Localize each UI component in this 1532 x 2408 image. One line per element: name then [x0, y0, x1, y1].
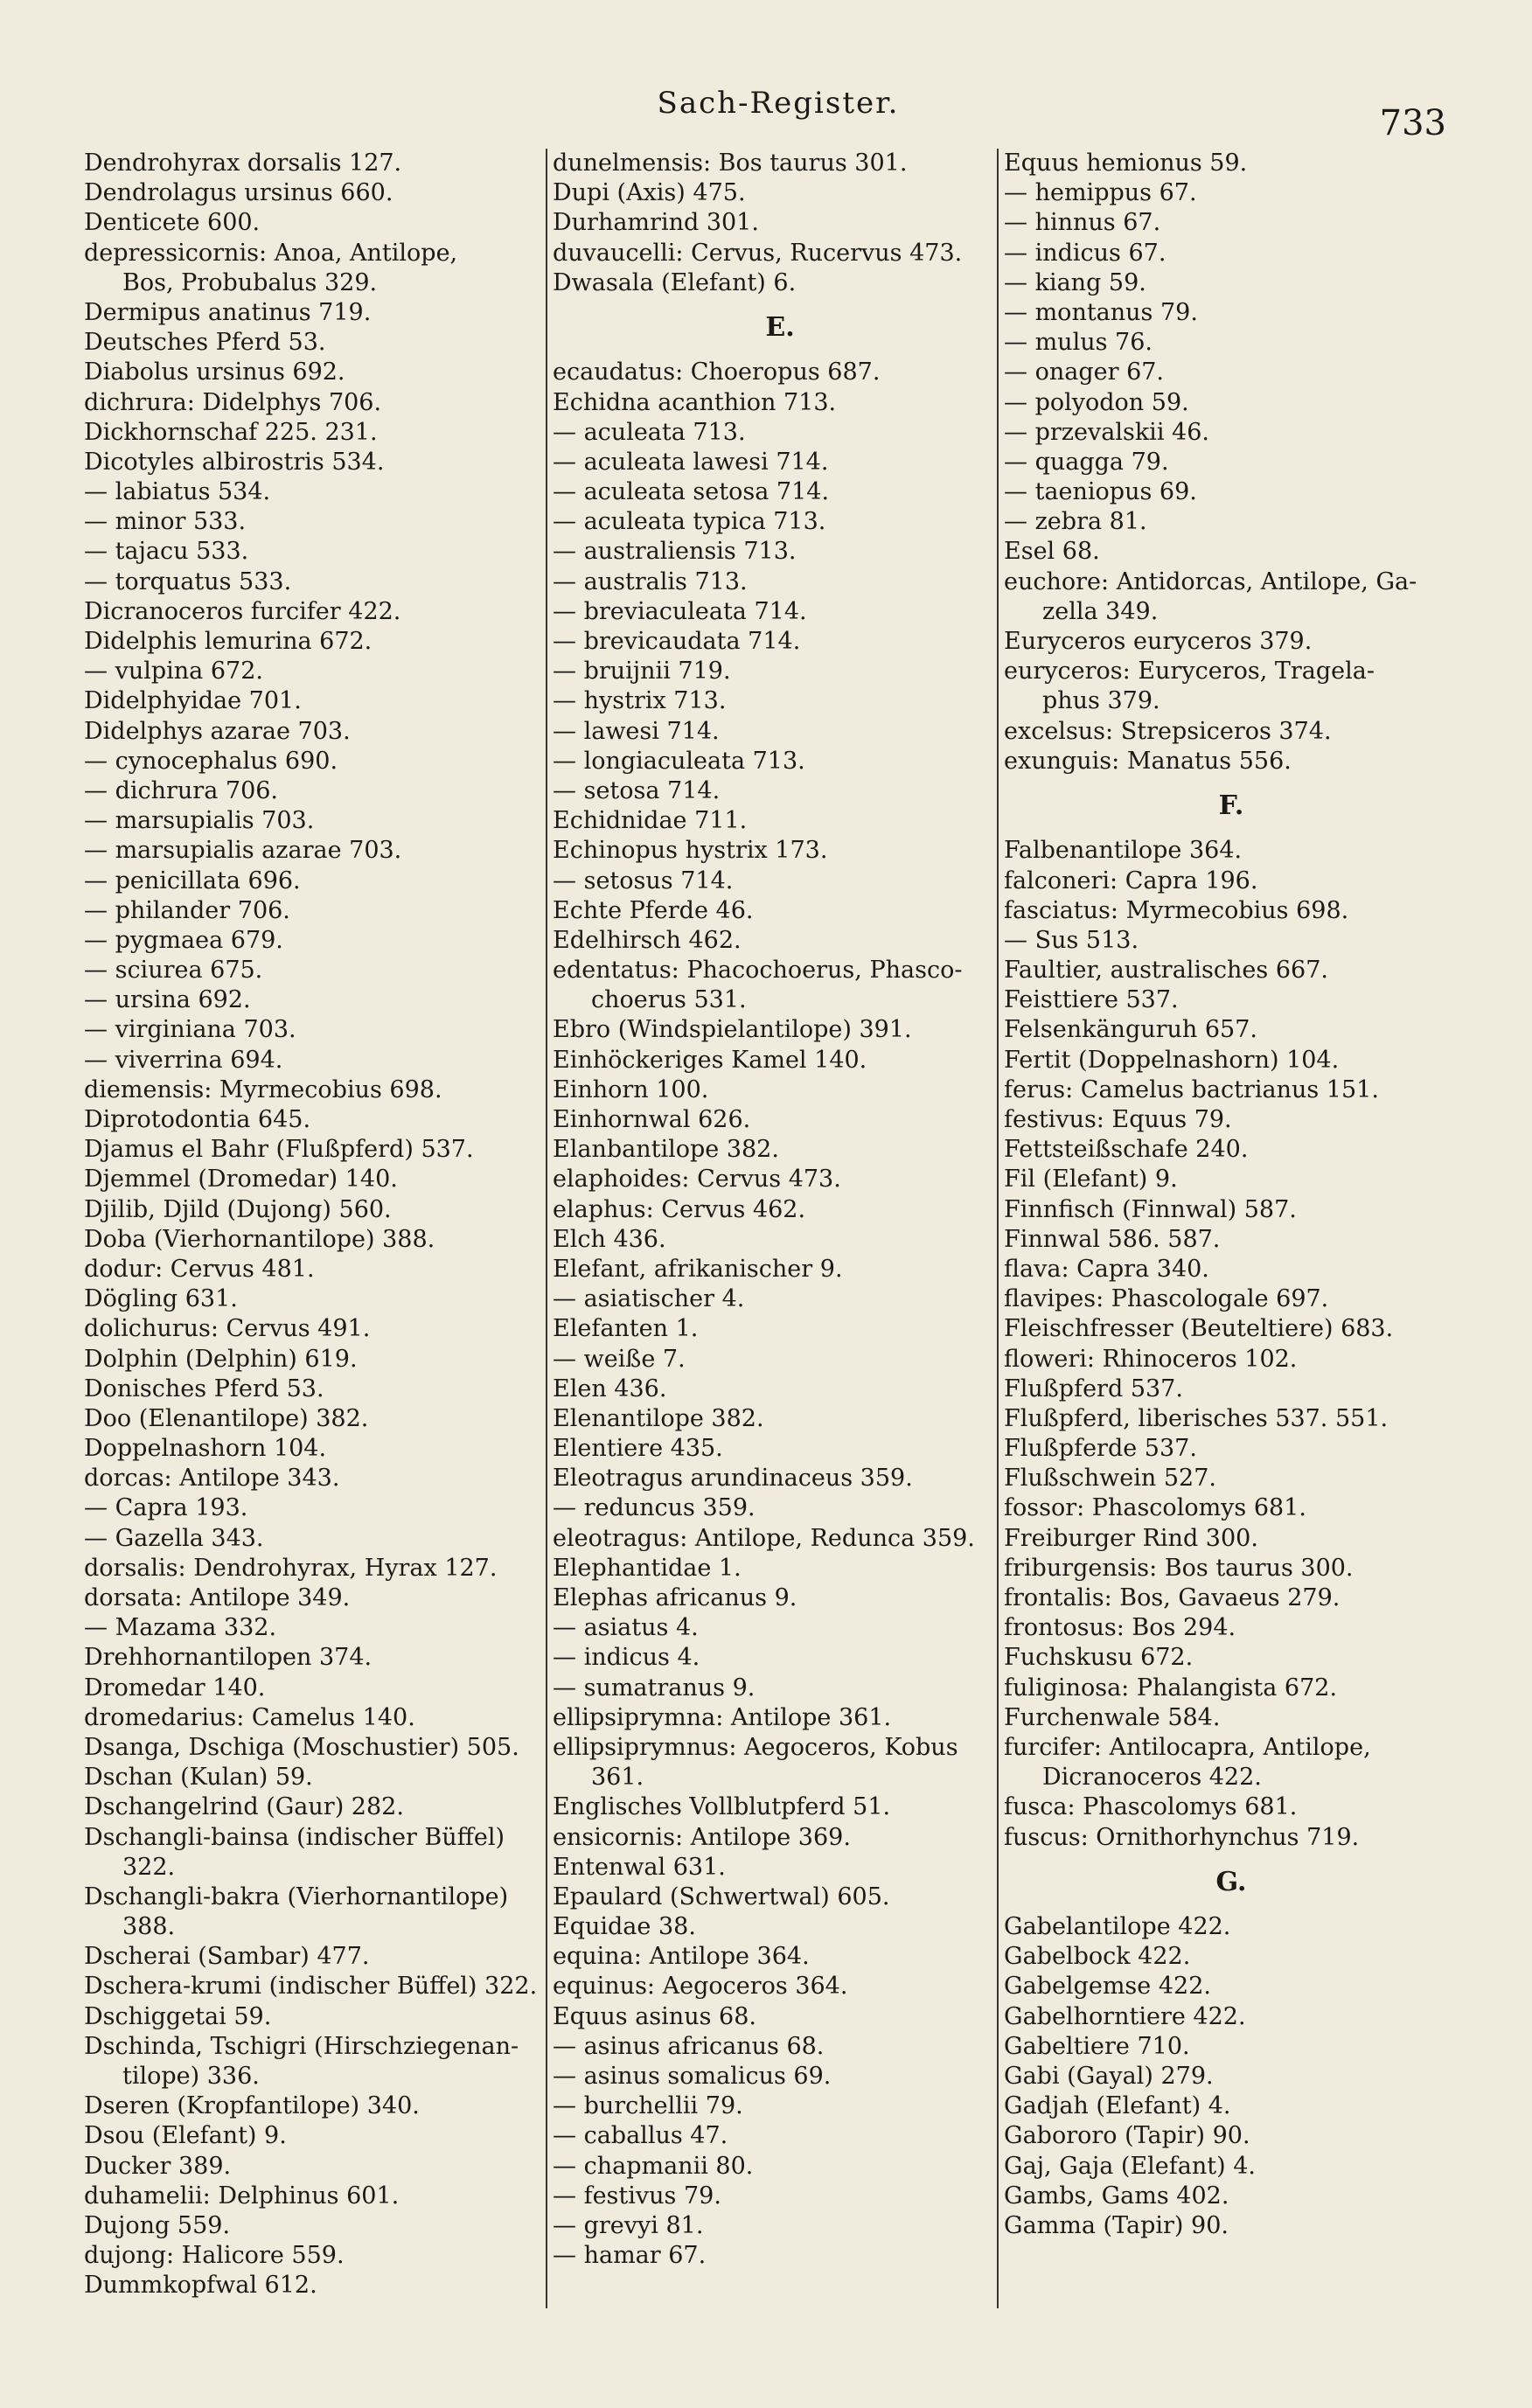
index-entry: — marsupialis azarae 703. [84, 837, 402, 865]
index-entry-continuation: Bos, Probubalus 329. [122, 268, 378, 296]
index-entry: — sumatranus 9. [553, 1674, 756, 1702]
index-entry: — indicus 67. [1004, 239, 1166, 267]
index-entry: Donisches Pferd 53. [84, 1375, 324, 1402]
index-entry: Dschera-krumi (indischer Büffel) 322. [84, 1973, 538, 2001]
index-entry: — taeniopus 69. [1004, 478, 1197, 506]
index-entry: Gaj, Gaja (Elefant) 4. [1004, 2152, 1256, 2180]
index-entry: ensicornis: Antilope 369. [553, 1823, 851, 1851]
index-entry: furcifer: Antilocapra, Antilope, [1004, 1733, 1371, 1761]
page-number: 733 [1379, 103, 1446, 143]
running-head: Sach-Register. [657, 86, 900, 121]
index-entry: dorcas: Antilope 343. [84, 1465, 340, 1493]
index-entry: — australis 713. [553, 567, 748, 595]
index-entry: Didelphys azarae 703. [84, 717, 351, 745]
index-entry: Ducker 389. [84, 2152, 232, 2180]
index-entry: — montanus 79. [1004, 298, 1198, 326]
index-entry: Euryceros euryceros 379. [1004, 628, 1313, 655]
index-entry: Diabolus ursinus 692. [84, 358, 345, 386]
index-entry: — bruijnii 719. [553, 658, 731, 686]
index-entry: falconeri: Capra 196. [1004, 866, 1258, 894]
index-entry: duhamelii: Delphinus 601. [84, 2182, 400, 2210]
index-entry: Dschan (Kulan) 59. [84, 1764, 313, 1792]
index-entry-continuation: zella 349. [1042, 597, 1159, 625]
index-entry: — festivus 79. [553, 2182, 721, 2210]
index-entry: Dendrohyrax dorsalis 127. [84, 150, 402, 177]
index-entry: dichrura: Didelphys 706. [84, 388, 382, 416]
index-entry: — polyodon 59. [1004, 388, 1189, 416]
index-entry: fusca: Phascolomys 681. [1004, 1793, 1298, 1821]
index-column-1 [84, 149, 539, 2308]
index-entry: — zebra 81. [1004, 508, 1147, 536]
index-entry: Ebro (Windspielantilope) 391. [553, 1016, 912, 1044]
index-entry: — setosa 714. [553, 776, 721, 804]
index-entry: Eleotragus arundinaceus 359. [553, 1465, 913, 1493]
index-entry: — breviaculeata 714. [553, 597, 807, 625]
index-entry: Dsou (Elefant) 9. [84, 2122, 287, 2150]
index-entry: — hemippus 67. [1004, 179, 1197, 207]
index-entry: Denticete 600. [84, 209, 261, 237]
index-entry: Gabeltiere 710. [1004, 2032, 1190, 2060]
index-entry: — labiatus 534. [84, 478, 271, 506]
index-entry: — ursina 692. [84, 986, 251, 1014]
index-entry: — dichrura 706. [84, 776, 279, 804]
index-entry: Elephantidae 1. [553, 1554, 742, 1582]
index-entry: Djamus el Bahr (Flußpferd) 537. [84, 1136, 474, 1164]
index-entry: Dwasala (Elefant) 6. [553, 268, 797, 296]
index-entry: Finnwal 586. 587. [1004, 1225, 1221, 1253]
index-entry-continuation: phus 379. [1042, 687, 1160, 715]
index-entry: Gambs, Gams 402. [1004, 2182, 1229, 2210]
index-entry: ferus: Camelus bactrianus 151. [1004, 1075, 1379, 1103]
index-entry: — reduncus 359. [553, 1494, 756, 1522]
index-entry: — asiatischer 4. [553, 1285, 745, 1313]
index-entry: — longiaculeata 713. [553, 747, 805, 775]
index-entry: Fertit (Doppelnashorn) 104. [1004, 1046, 1340, 1074]
index-entry: Einhornwal 626. [553, 1106, 751, 1134]
index-entry: Dermipus anatinus 719. [84, 298, 372, 326]
index-entry: Furchenwale 584. [1004, 1703, 1221, 1731]
index-entry: Feisttiere 537. [1004, 986, 1179, 1014]
index-entry: duvaucelli: Cervus, Rucervus 473. [553, 239, 963, 267]
index-entry: eleotragus: Antilope, Redunca 359. [553, 1524, 975, 1552]
index-entry: — vulpina 672. [84, 658, 263, 686]
index-entry: — hystrix 713. [553, 687, 727, 715]
index-entry: euchore: Antidorcas, Antilope, Ga- [1004, 567, 1417, 595]
index-entry: excelsus: Strepsiceros 374. [1004, 717, 1332, 745]
index-entry: floweri: Rhinoceros 102. [1004, 1345, 1298, 1373]
index-entry: — indicus 4. [553, 1644, 700, 1672]
index-entry: Flußschwein 527. [1004, 1465, 1216, 1493]
index-entry: frontosus: Bos 294. [1004, 1614, 1236, 1642]
index-entry: Didelphyidae 701. [84, 687, 302, 715]
index-entry: dolichurus: Cervus 491. [84, 1315, 371, 1343]
index-entry: Dschangli-bakra (Vierhornantilope) [84, 1883, 509, 1910]
index-entry: Faultier, australisches 667. [1004, 957, 1328, 985]
index-entry: edentatus: Phacochoerus, Phasco- [553, 957, 963, 985]
index-entry: — asiatus 4. [553, 1614, 699, 1642]
index-entry: — setosus 714. [553, 866, 734, 894]
index-entry: elaphoides: Cervus 473. [553, 1166, 841, 1194]
index-entry: Edelhirsch 462. [553, 926, 742, 954]
index-entry: — marsupialis 703. [84, 807, 315, 835]
index-entry-continuation: 388. [122, 1913, 176, 1941]
index-entry: fuscus: Ornithorhynchus 719. [1004, 1823, 1360, 1851]
index-entry: Dicranoceros furcifer 422. [84, 597, 401, 625]
index-entry: — Mazama 332. [84, 1614, 277, 1642]
index-entry: Elefanten 1. [553, 1315, 699, 1343]
index-entry: — tajacu 533. [84, 538, 249, 566]
index-entry: — asinus somalicus 69. [553, 2063, 832, 2091]
index-entry: Dendrolagus ursinus 660. [84, 179, 393, 207]
index-entry: Fleischfresser (Beuteltiere) 683. [1004, 1315, 1394, 1343]
index-entry: Djemmel (Dromedar) 140. [84, 1166, 398, 1194]
index-entry: Elefant, afrikanischer 9. [553, 1255, 843, 1283]
index-entry: dujong: Halicore 559. [84, 2242, 345, 2270]
index-entry: dromedarius: Camelus 140. [84, 1703, 415, 1731]
index-entry: flavipes: Phascologale 697. [1004, 1285, 1329, 1313]
index-entry: Elen 436. [553, 1375, 667, 1402]
section-letter-heading: F. [1218, 790, 1244, 821]
index-column-3 [1004, 149, 1459, 2308]
index-entry: Dickhornschaf 225. 231. [84, 418, 378, 446]
index-entry: dunelmensis: Bos taurus 301. [553, 150, 908, 177]
index-entry: — hinnus 67. [1004, 209, 1161, 237]
index-entry: — Capra 193. [84, 1494, 248, 1522]
index-entry: — pygmaea 679. [84, 926, 283, 954]
index-entry: Felsenkänguruh 657. [1004, 1016, 1257, 1044]
index-entry: Djilib, Djild (Dujong) 560. [84, 1195, 392, 1223]
index-entry: Fil (Elefant) 9. [1004, 1166, 1178, 1194]
index-entry: Dschangli-bainsa (indischer Büffel) [84, 1823, 505, 1851]
index-entry: frontalis: Bos, Gavaeus 279. [1004, 1584, 1340, 1612]
index-entry: Elenantilope 382. [553, 1404, 764, 1432]
index-entry: fossor: Phascolomys 681. [1004, 1494, 1306, 1522]
index-entry: fasciatus: Myrmecobius 698. [1004, 896, 1349, 924]
index-entry: — hamar 67. [553, 2242, 707, 2270]
index-entry: — minor 533. [84, 508, 247, 536]
index-entry: Esel 68. [1004, 538, 1100, 566]
index-entry: Einhöckeriges Kamel 140. [553, 1046, 867, 1074]
index-entry: Doppelnashorn 104. [84, 1435, 327, 1463]
index-entry: Equus hemionus 59. [1004, 150, 1248, 177]
index-entry: Doo (Elenantilope) 382. [84, 1404, 369, 1432]
index-entry: Echte Pferde 46. [553, 896, 754, 924]
index-entry-continuation: choerus 531. [591, 986, 747, 1014]
index-entry: Durhamrind 301. [553, 209, 759, 237]
section-letter-heading: G. [1215, 1866, 1247, 1897]
index-entry: ecaudatus: Choeropus 687. [553, 358, 881, 386]
index-entry: Falbenantilope 364. [1004, 837, 1243, 865]
index-entry: euryceros: Euryceros, Tragela- [1004, 658, 1375, 686]
index-column-2 [553, 149, 1007, 2308]
index-entry: — mulus 76. [1004, 329, 1152, 357]
index-entry: festivus: Equus 79. [1004, 1106, 1232, 1134]
index-entry: — aculeata lawesi 714. [553, 448, 829, 476]
index-entry: Elephas africanus 9. [553, 1584, 797, 1612]
index-entry: Gadjah (Elefant) 4. [1004, 2092, 1231, 2120]
index-entry: — cynocephalus 690. [84, 747, 338, 775]
index-entry: equina: Antilope 364. [553, 1943, 810, 1971]
index-entry: Fuchskusu 672. [1004, 1644, 1194, 1672]
index-entry: Elentiere 435. [553, 1435, 723, 1463]
index-entry: Flußpferde 537. [1004, 1435, 1197, 1463]
index-entry: — aculeata typica 713. [553, 508, 826, 536]
index-entry: Gabororo (Tapir) 90. [1004, 2122, 1250, 2150]
index-entry: Dsanga, Dschiga (Moschustier) 505. [84, 1733, 519, 1761]
index-entry: Dschiggetai 59. [84, 2002, 272, 2030]
index-entry: — weiße 7. [553, 1345, 686, 1373]
index-entry: — philander 706. [84, 896, 290, 924]
index-entry: — torquatus 533. [84, 567, 292, 595]
index-entry: Englisches Vollblutpferd 51. [553, 1793, 891, 1821]
index-entry: Finnfisch (Finnwal) 587. [1004, 1195, 1297, 1223]
index-entry-continuation: 322. [122, 1853, 176, 1881]
column-divider [546, 149, 547, 2308]
index-entry: Equidae 38. [553, 1913, 696, 1941]
index-entry: depressicornis: Anoa, Antilope, [84, 239, 458, 267]
index-entry: equinus: Aegoceros 364. [553, 1973, 848, 2001]
index-entry: Dscherai (Sambar) 477. [84, 1943, 370, 1971]
index-entry: Dseren (Kropfantilope) 340. [84, 2092, 420, 2120]
index-entry: Elch 436. [553, 1225, 666, 1253]
index-entry: Gabelgemse 422. [1004, 1973, 1211, 2001]
index-entry: Gabelbock 422. [1004, 1943, 1191, 1971]
index-entry: Dolphin (Delphin) 619. [84, 1345, 358, 1373]
index-entry: Fettsteißschafe 240. [1004, 1136, 1249, 1164]
index-entry: Freiburger Rind 300. [1004, 1524, 1258, 1552]
index-entry: — caballus 47. [553, 2122, 728, 2150]
index-entry: Diprotodontia 645. [84, 1106, 311, 1133]
section-letter-heading: E. [765, 311, 795, 343]
index-entry: Dschangelrind (Gaur) 282. [84, 1793, 404, 1821]
index-entry: Dögling 631. [84, 1285, 238, 1313]
index-entry: dorsata: Antilope 349. [84, 1584, 351, 1611]
index-entry: Dschinda, Tschigri (Hirschziegenan- [84, 2032, 519, 2060]
index-entry: — asinus africanus 68. [553, 2032, 825, 2060]
index-entry: — aculeata setosa 714. [553, 478, 830, 506]
index-entry: Flußpferd 537. [1004, 1375, 1183, 1402]
index-entry: Drehhornantilopen 374. [84, 1644, 373, 1672]
index-entry: — Sus 513. [1004, 926, 1139, 954]
index-entry: Dromedar 140. [84, 1674, 266, 1702]
index-entry: exunguis: Manatus 556. [1004, 747, 1292, 775]
index-entry: — burchellii 79. [553, 2092, 743, 2120]
index-entry: elaphus: Cervus 462. [553, 1195, 806, 1223]
index-entry: Gabelhorntiere 422. [1004, 2002, 1246, 2030]
index-entry: — sciurea 675. [84, 957, 263, 985]
index-entry: — aculeata 713. [553, 418, 746, 446]
index-entry: — quagga 79. [1004, 448, 1169, 476]
index-entry: Entenwal 631. [553, 1853, 726, 1881]
index-entry: Echidnidae 711. [553, 807, 748, 835]
index-entry: Flußpferd, liberisches 537. 551. [1004, 1404, 1389, 1432]
index-entry: — przevalskii 46. [1004, 418, 1209, 446]
index-entry: Dummkopfwal 612. [84, 2272, 317, 2300]
index-entry: — onager 67. [1004, 358, 1165, 386]
index-entry: friburgensis: Bos taurus 300. [1004, 1554, 1354, 1582]
index-entry-continuation: 361. [591, 1764, 644, 1792]
index-entry: Deutsches Pferd 53. [84, 329, 326, 357]
column-divider [997, 149, 999, 2308]
index-entry: — Gazella 343. [84, 1524, 264, 1552]
index-entry: — grevyi 81. [553, 2211, 704, 2239]
index-entry: Dupi (Axis) 475. [553, 179, 746, 207]
index-entry: — brevicaudata 714. [553, 628, 801, 656]
index-entry: ellipsiprymna: Antilope 361. [553, 1703, 892, 1731]
index-entry: Dujong 559. [84, 2211, 231, 2239]
index-entry-continuation: Dicranoceros 422. [1042, 1764, 1262, 1792]
index-entry: — kiang 59. [1004, 268, 1146, 296]
index-entry: dorsalis: Dendrohyrax, Hyrax 127. [84, 1554, 498, 1582]
index-entry: ellipsiprymnus: Aegoceros, Kobus [553, 1733, 958, 1761]
index-entry: — lawesi 714. [553, 717, 720, 745]
index-entry: Didelphis lemurina 672. [84, 628, 373, 655]
index-entry: diemensis: Myrmecobius 698. [84, 1075, 442, 1103]
index-entry: Gabi (Gayal) 279. [1004, 2063, 1214, 2091]
index-entry-continuation: tilope) 336. [122, 2063, 260, 2090]
index-entry: — viverrina 694. [84, 1046, 283, 1074]
index-entry: Gamma (Tapir) 90. [1004, 2211, 1229, 2239]
index-entry: Echinopus hystrix 173. [553, 837, 828, 865]
index-entry: Einhorn 100. [553, 1075, 709, 1103]
index-entry: — australiensis 713. [553, 538, 797, 566]
index-entry: Gabelantilope 422. [1004, 1913, 1231, 1941]
index-entry: Equus asinus 68. [553, 2002, 756, 2030]
index-entry: Dicotyles albirostris 534. [84, 448, 385, 476]
index-entry: — penicillata 696. [84, 866, 301, 894]
index-entry: fuliginosa: Phalangista 672. [1004, 1674, 1338, 1702]
index-entry: dodur: Cervus 481. [84, 1255, 315, 1283]
index-entry: flava: Capra 340. [1004, 1255, 1209, 1283]
index-entry: Echidna acanthion 713. [553, 388, 837, 416]
index-entry: Elanbantilope 382. [553, 1136, 779, 1164]
index-entry: — virginiana 703. [84, 1016, 296, 1044]
index-entry: Doba (Vierhornantilope) 388. [84, 1225, 435, 1253]
index-entry: — chapmanii 80. [553, 2152, 754, 2180]
index-entry: Epaulard (Schwertwal) 605. [553, 1883, 890, 1910]
